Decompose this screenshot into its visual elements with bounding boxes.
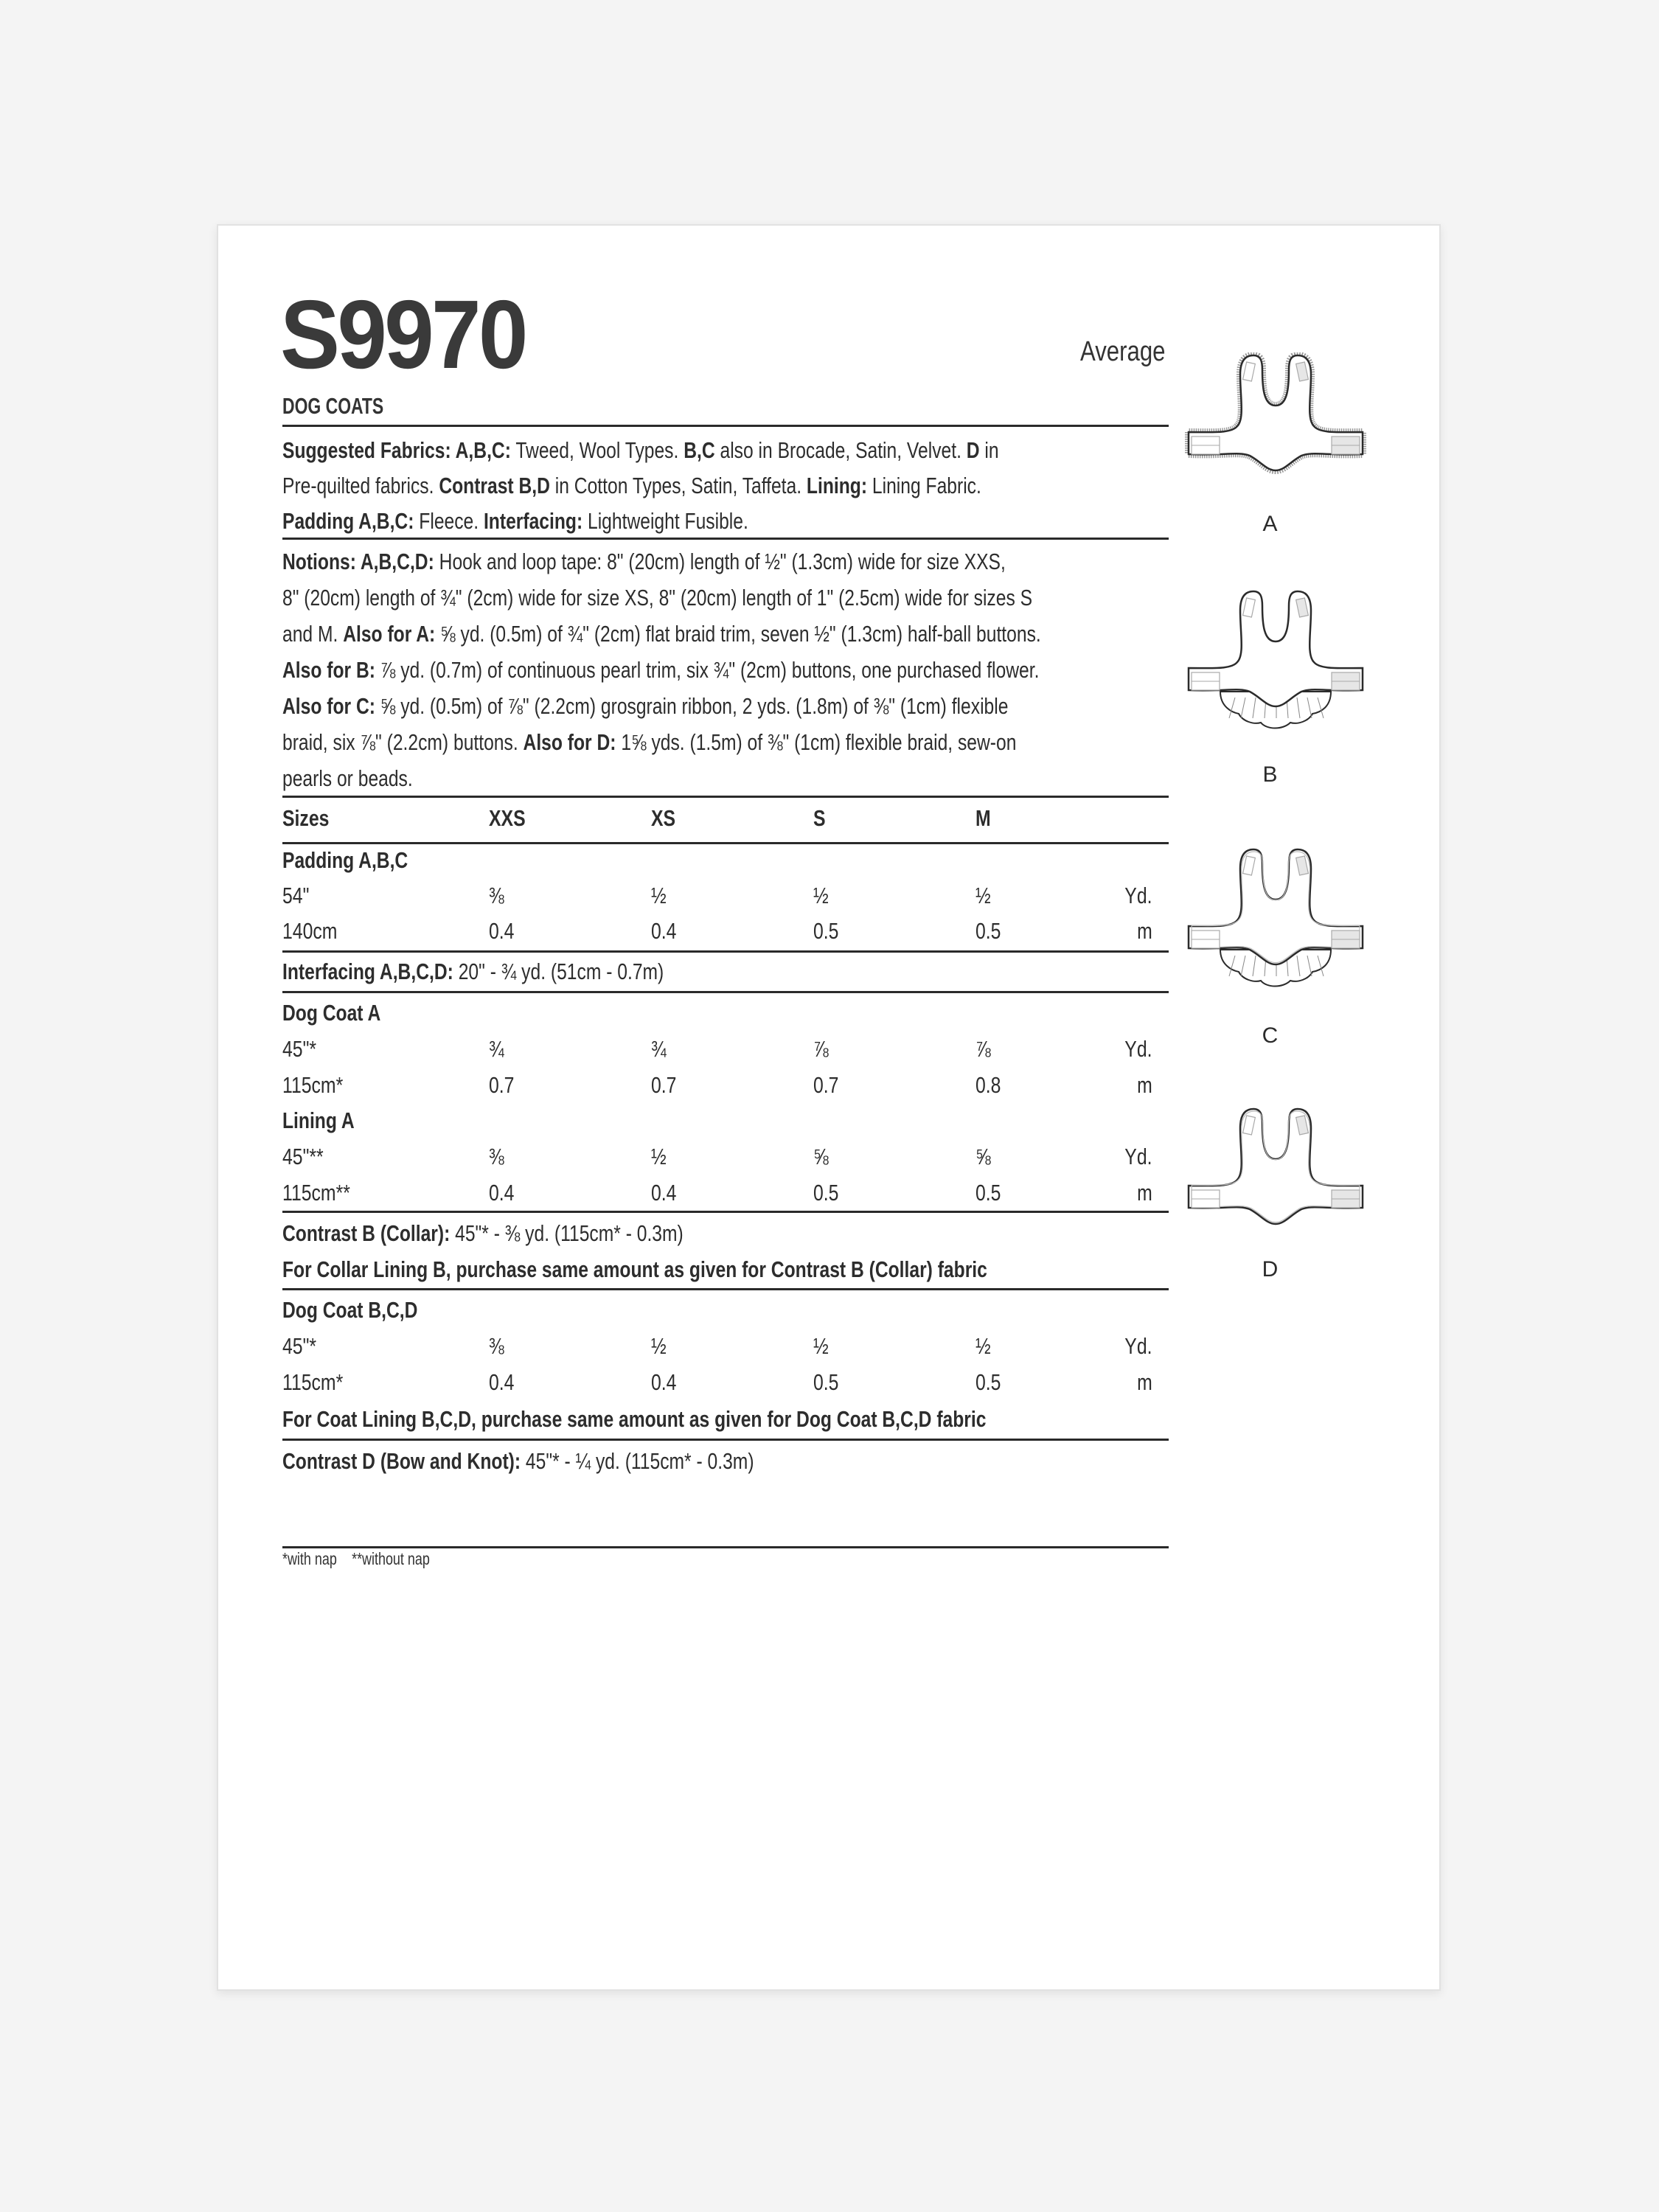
yardage-value: 0.5 [813,1180,839,1206]
body-text: ⅝ yd. (0.5m) of ¾" (2cm) flat braid trim, seven ½" (1.3cm) half-ball buttons. [435,621,1041,647]
coat-lining-note: For Coat Lining B,C,D, purchase same amount as given for Dog Coat B,C,D fabric [282,1406,987,1432]
notions-line-7 [282,760,413,796]
body-text: pearls or beads. [282,765,413,791]
yardage-value: 0.4 [489,1180,515,1206]
size-xs: XS [651,805,676,831]
yardage-value: ½ [651,1333,667,1359]
yardage-value: ⅜ [489,883,504,908]
body-text: in [979,437,999,463]
yardage-value: ⅜ [489,1333,504,1359]
contrast-d-value: 45"* - ¼ yd. (115cm* - 0.3m) [521,1448,754,1474]
yardage-value: 0.5 [975,918,1001,944]
suggested-fabrics-line-2 [282,467,981,504]
divider [282,796,1169,798]
bold-label: Also for D: [523,729,616,755]
unit-label: Yd. [1124,883,1152,908]
bold-label: B,C [684,437,715,463]
contrast-b-line [282,1220,684,1247]
fabric-width: 45"** [282,1144,324,1169]
yardage-value: ⅝ [813,1144,829,1169]
divider [282,1288,1169,1290]
yardage-value: 0.7 [489,1072,515,1098]
yardage-value: 0.4 [651,918,677,944]
size-m: M [975,805,991,831]
lining-a-heading: Lining A [282,1107,355,1133]
bold-label: Interfacing: [483,508,583,534]
yardage-value: ½ [975,1333,991,1359]
footnote-with-nap: *with nap [282,1549,337,1568]
table-row [282,1036,1169,1072]
view-a-illustration [1180,352,1371,493]
bold-label: Also for C: [282,693,375,719]
interfacing-value: 20" - ¾ yd. (51cm - 0.7m) [453,959,664,984]
interfacing-line [282,959,664,985]
unit-label: m [1137,1369,1152,1395]
body-text: Pre-quilted fabrics. [282,473,439,498]
footnote-without-nap: **without nap [352,1549,430,1568]
yardage-value: ½ [651,1144,667,1169]
notions-line-3 [282,616,1041,652]
table-row [282,1369,1169,1405]
dog-coat-drawing [1189,849,1363,987]
body-text: Lining Fabric. [867,473,981,498]
body-text: 8" (20cm) length of ¾" (2cm) wide for size XS, 8" (20cm) length of 1" (2.5cm) wide for sizes S [282,585,1033,611]
divider [282,842,1169,844]
yardage-value: ½ [975,883,991,908]
yardage-value: ½ [651,883,667,908]
table-row [282,1333,1169,1369]
interfacing-label: Interfacing A,B,C,D: [282,959,453,984]
notions-line-2 [282,580,1032,616]
padding-heading: Padding A,B,C [282,847,408,873]
bold-label: Also for B: [282,657,375,683]
bold-label: D [966,437,980,463]
dog-coat-bcd-heading: Dog Coat B,C,D [282,1297,418,1323]
bold-label: Notions: A,B,C,D: [282,549,434,574]
table-row [282,918,1169,954]
view-c-illustration [1180,846,1371,994]
dog-coat-a-heading: Dog Coat A [282,1000,381,1026]
padding-interfacing-line [282,503,748,539]
body-text: Lightweight Fusible. [582,508,748,534]
yardage-value: ⅜ [489,1144,504,1169]
unit-label: m [1137,1072,1152,1098]
fabric-width: 115cm* [282,1369,344,1395]
body-text: braid, six ⅞" (2.2cm) buttons. [282,729,524,755]
view-d-illustration [1180,1106,1371,1246]
contrast-d-line [282,1448,754,1475]
divider [282,1546,1169,1548]
body-text: ⅝ yd. (0.5m) of ⅞" (2.2cm) grosgrain ribbon, 2 yds. (1.8m) of ⅜" (1cm) flexible [375,693,1009,719]
yardage-value: 0.5 [975,1369,1001,1395]
bold-label: Contrast B,D [439,473,550,498]
body-text: ⅞ yd. (0.7m) of continuous pearl trim, six ¾" (2cm) buttons, one purchased flower. [375,657,1040,683]
yardage-value: 0.5 [813,1369,839,1395]
view-c-label: C [1262,1023,1279,1048]
footnotes [282,1549,430,1569]
bold-label: Suggested Fabrics: A,B,C: [282,437,511,463]
collar-lining-note: For Collar Lining B, purchase same amount as given for Contrast B (Collar) fabric [282,1256,987,1282]
body-text: in Cotton Types, Satin, Taffeta. [549,473,807,498]
dog-coat-drawing [1189,591,1363,728]
yardage-value: 0.8 [975,1072,1001,1098]
fabric-width: 115cm** [282,1180,350,1206]
divider [282,1211,1169,1213]
unit-label: m [1137,918,1152,944]
notions-line-5 [282,688,1008,724]
body-text: Tweed, Wool Types. [510,437,684,463]
sizes-header-row [282,805,1169,841]
contrast-d-label: Contrast D (Bow and Knot): [282,1448,521,1474]
view-a-label: A [1262,512,1278,536]
yardage-value: ⅝ [975,1144,991,1169]
pattern-number: S9970 [280,280,526,389]
divider [282,538,1169,540]
size-s: S [813,805,826,831]
notions-line-4 [282,652,1039,688]
dog-coat-drawing [1189,355,1363,470]
bold-label: Also for A: [343,621,436,647]
fabric-width: 140cm [282,918,338,944]
body-text: also in Brocade, Satin, Velvet. [714,437,967,463]
divider [282,991,1169,993]
body-text: Hook and loop tape: 8" (20cm) length of ½" (1.3cm) wide for size XXS, [434,549,1006,574]
table-row [282,1144,1169,1180]
fabric-width: 54" [282,883,310,908]
view-d-label: D [1262,1257,1279,1281]
unit-label: Yd. [1124,1333,1152,1359]
sizes-label: Sizes [282,805,330,831]
yardage-value: 0.5 [975,1180,1001,1206]
view-b-label: B [1262,762,1278,787]
fabric-width: 115cm* [282,1072,344,1098]
table-row [282,883,1169,919]
size-xxs: XXS [489,805,526,831]
yardage-value: ⅞ [975,1036,991,1062]
view-b-illustration [1180,588,1371,736]
bold-label: Lining: [806,473,868,498]
body-text: Fleece. [414,508,484,534]
yardage-value: 0.4 [651,1369,677,1395]
table-row [282,1072,1169,1108]
yardage-value: ⅞ [813,1036,829,1062]
bold-label: Padding A,B,C: [282,508,414,534]
divider [282,425,1169,427]
yardage-value: ½ [813,1333,829,1359]
yardage-value: 0.7 [651,1072,677,1098]
fabric-width: 45"* [282,1036,317,1062]
yardage-value: 0.7 [813,1072,839,1098]
fabric-width: 45"* [282,1333,317,1359]
contrast-b-value: 45"* - ⅜ yd. (115cm* - 0.3m) [450,1220,684,1246]
yardage-value: 0.4 [651,1180,677,1206]
divider [282,1439,1169,1441]
yardage-value: 0.5 [813,918,839,944]
suggested-fabrics-line-1 [282,432,999,468]
unit-label: m [1137,1180,1152,1206]
difficulty-level: Average [1080,336,1166,367]
body-text: and M. [282,621,344,647]
body-text: 1⅝ yds. (1.5m) of ⅜" (1cm) flexible braid, sew-on [616,729,1017,755]
yardage-value: 0.4 [489,918,515,944]
yardage-value: ¾ [651,1036,667,1062]
pattern-title: DOG COATS [282,393,384,419]
unit-label: Yd. [1124,1144,1152,1169]
unit-label: Yd. [1124,1036,1152,1062]
contrast-b-label: Contrast B (Collar): [282,1220,451,1246]
yardage-value: ½ [813,883,829,908]
yardage-value: ¾ [489,1036,504,1062]
divider [282,950,1169,953]
notions-line-1 [282,543,1006,580]
notions-line-6 [282,724,1016,760]
yardage-value: 0.4 [489,1369,515,1395]
dog-coat-drawing [1189,1109,1363,1224]
